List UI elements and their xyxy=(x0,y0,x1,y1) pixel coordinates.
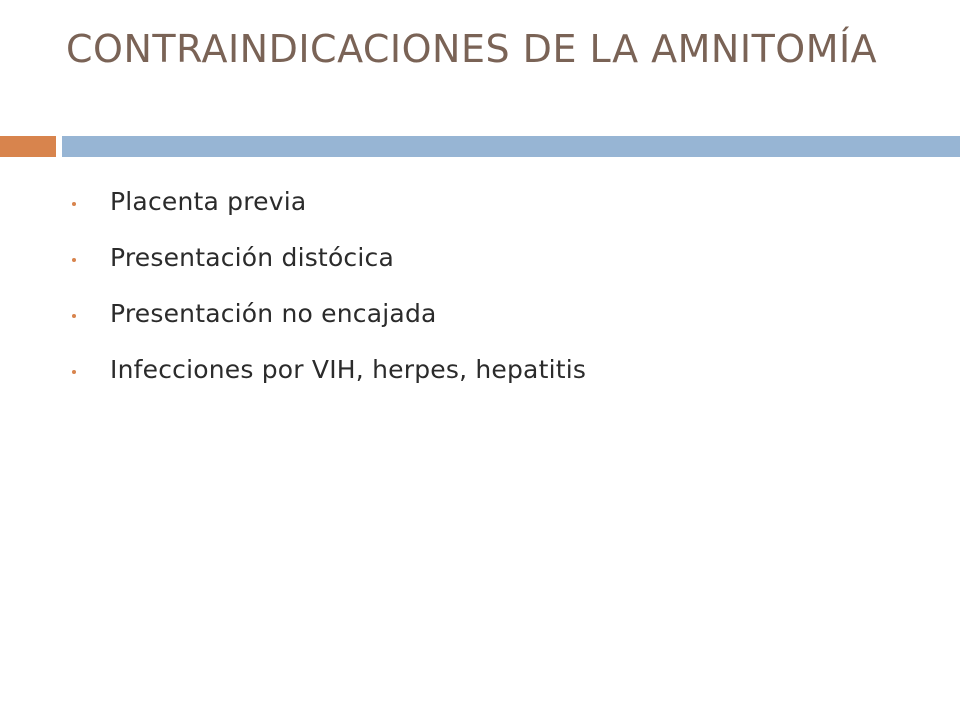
bullet-dot-icon xyxy=(72,314,76,318)
title-accent-bar xyxy=(0,136,56,157)
title-divider-bar xyxy=(62,136,960,157)
bullet-text: Presentación distócica xyxy=(110,243,394,272)
bullet-text: Placenta previa xyxy=(110,187,307,216)
bullet-dot-icon xyxy=(72,370,76,374)
bullet-text: Presentación no encajada xyxy=(110,299,437,328)
bullet-dot-icon xyxy=(72,258,76,262)
slide-title: CONTRAINDICACIONES DE LA AMNITOMÍA xyxy=(66,27,878,71)
bullet-text: Infecciones por VIH, herpes, hepatitis xyxy=(110,355,587,384)
bullet-dot-icon xyxy=(72,202,76,206)
